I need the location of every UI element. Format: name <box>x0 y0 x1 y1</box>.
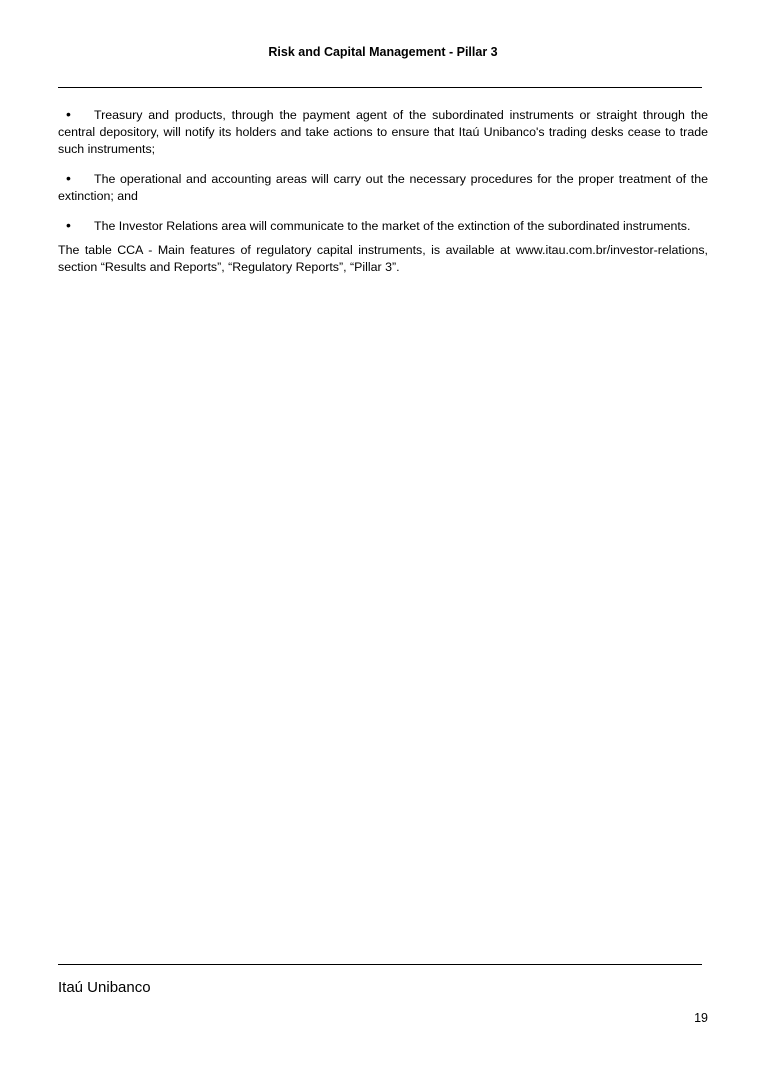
closing-paragraph: The table CCA - Main features of regulatory capital instruments, is available at www.itau.com.br/investor-relations, section “Results and Reports”, “Regulatory Reports”, “Pillar 3”. <box>58 243 708 274</box>
bullet-item-text: The Investor Relations area will communicate to the market of the extinction of the subordinated instruments. <box>94 219 691 233</box>
footer-divider <box>58 964 702 965</box>
bullet-item-operational <box>58 170 708 205</box>
bullet-item-text: The operational and accounting areas will carry out the necessary procedures for the proper treatment of the extinction; and <box>58 172 708 203</box>
bullet-item-text: Treasury and products, through the payment agent of the subordinated instruments or straight through the central depository, will notify its holders and take actions to ensure that Itaú Unibanco's trading desks cease to trade such instruments; <box>58 108 708 156</box>
bullet-icon: • <box>66 170 71 186</box>
header-divider <box>58 87 702 88</box>
document-body <box>58 106 708 276</box>
footer-brand: Itaú Unibanco <box>58 979 151 996</box>
page-number: 19 <box>694 1011 708 1025</box>
bullet-item-treasury <box>58 106 708 158</box>
bullet-item-investor-relations <box>58 217 708 235</box>
bullet-icon: • <box>66 217 71 233</box>
page-header-title: Risk and Capital Management - Pillar 3 <box>268 45 498 59</box>
bullet-icon: • <box>66 106 71 122</box>
